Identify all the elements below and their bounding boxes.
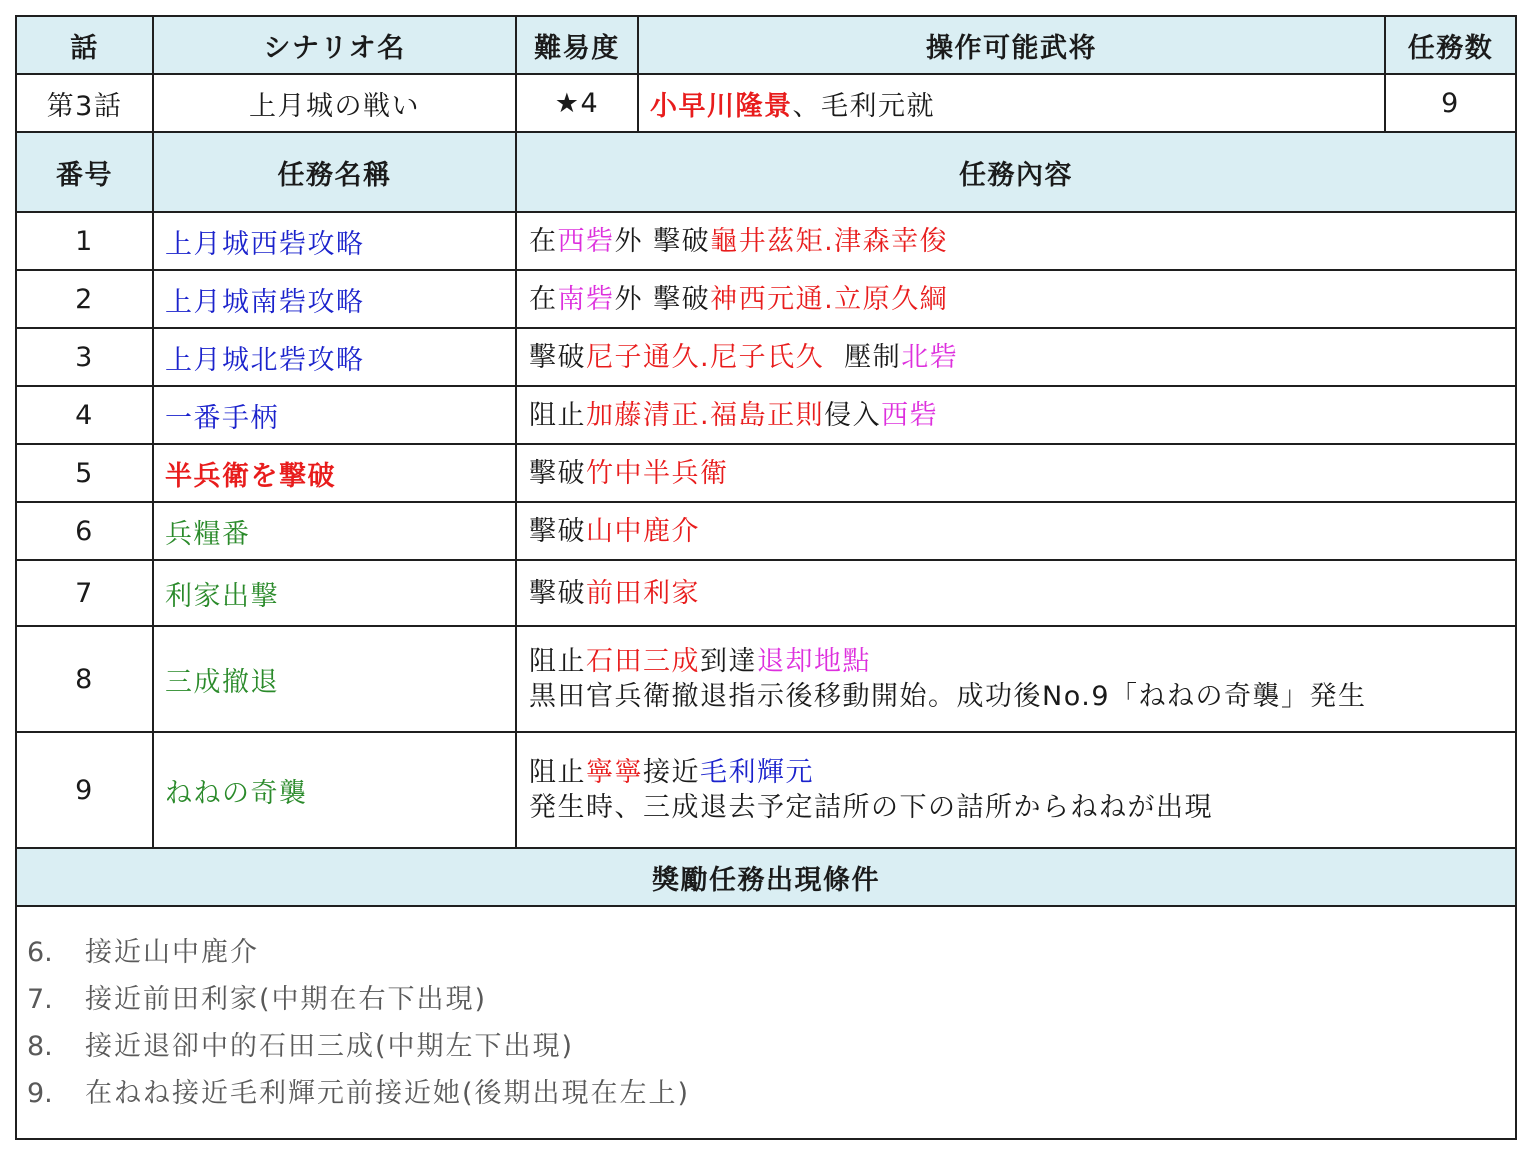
mission-number: 8 [16, 626, 153, 732]
mission-row [16, 626, 1516, 732]
reward-header-row [16, 848, 1516, 906]
mission-content [516, 212, 1516, 270]
content-line [529, 755, 1515, 790]
reward-item [27, 929, 1515, 976]
scenario-header-row [16, 16, 1516, 74]
mission-name-header: 任務名稱 [153, 132, 516, 212]
mission-number: 6 [16, 502, 153, 560]
reward-item-number: 6. [27, 937, 53, 968]
content-segment: 加藤清正.福島正則 [586, 399, 825, 431]
content-line [529, 340, 1515, 375]
content-segment: 北砦 [901, 341, 959, 373]
content-segment: 壓制 [824, 341, 902, 373]
reward-item [27, 976, 1515, 1023]
general-name: 、毛利元就 [792, 90, 935, 122]
content-segment: 接近 [643, 757, 700, 788]
content-segment: 竹中半兵衛 [586, 457, 729, 489]
difficulty-rating: ★4 [516, 74, 638, 132]
missions-list [16, 212, 1516, 848]
mission-row [16, 444, 1516, 502]
mission-number: 3 [16, 328, 153, 386]
reward-item-text: 接近前田利家(中期在右下出現) [85, 984, 488, 1015]
content-segment: 寧寧 [586, 757, 643, 788]
general-name: 小早川隆景 [650, 90, 793, 122]
scenario-table [15, 15, 1517, 1140]
scenario-section [16, 16, 1516, 212]
mission-content [516, 626, 1516, 732]
content-segment: 西砦 [881, 399, 939, 431]
mission-row [16, 386, 1516, 444]
content-segment: 擊破 [529, 577, 586, 609]
mission-row [16, 502, 1516, 560]
reward-section [16, 848, 1516, 1139]
mission-name: 半兵衛を撃破 [153, 444, 516, 502]
reward-item-number: 7. [27, 984, 53, 1015]
reward-item [27, 1070, 1515, 1117]
content-segment: 毛利輝元 [700, 757, 814, 788]
playable-generals [638, 74, 1385, 132]
mission-name: 上月城南砦攻略 [153, 270, 516, 328]
mission-row [16, 732, 1516, 848]
mission-number: 5 [16, 444, 153, 502]
content-line [529, 576, 1515, 611]
content-segment: 発生時、三成退去予定詰所の下の詰所からねねが出現 [529, 792, 1213, 823]
mission-name: 利家出撃 [153, 560, 516, 626]
content-segment: 尼子通久.尼子氏久 [586, 341, 825, 373]
mission-row [16, 212, 1516, 270]
content-segment: 前田利家 [586, 577, 700, 609]
content-segment: 阻止 [529, 399, 586, 431]
mission-number: 4 [16, 386, 153, 444]
mission-content [516, 386, 1516, 444]
mission-name: 上月城北砦攻略 [153, 328, 516, 386]
content-segment: 南砦 [557, 283, 615, 315]
mission-content-header: 任務內容 [516, 132, 1516, 212]
content-line [529, 398, 1515, 433]
mission-row [16, 560, 1516, 626]
scenario-row [16, 74, 1516, 132]
reward-item [27, 1023, 1515, 1070]
content-line [529, 282, 1515, 317]
mission-number: 7 [16, 560, 153, 626]
mission-content [516, 270, 1516, 328]
episode-header: 話 [16, 16, 153, 74]
content-line [529, 644, 1515, 679]
playable-generals-header: 操作可能武将 [638, 16, 1385, 74]
mission-number: 9 [16, 732, 153, 848]
mission-content [516, 560, 1516, 626]
content-segment: 在 [529, 283, 558, 315]
content-segment: 侵入 [824, 399, 882, 431]
content-segment: 山中鹿介 [586, 515, 700, 547]
episode-number: 第3話 [16, 74, 153, 132]
mission-count-header: 任務数 [1385, 16, 1516, 74]
content-line [529, 790, 1515, 825]
mission-number: 1 [16, 212, 153, 270]
mission-name: 兵糧番 [153, 502, 516, 560]
content-segment: 石田三成 [586, 646, 700, 677]
mission-name: 上月城西砦攻略 [153, 212, 516, 270]
content-segment: 龜井茲矩.津森幸俊 [710, 225, 949, 257]
content-segment: 在 [529, 225, 558, 257]
reward-item-text: 接近退卻中的石田三成(中期左下出現) [85, 1031, 575, 1062]
content-segment: 黒田官兵衛撤退指示後移動開始。成功後No.9「ねねの奇襲」発生 [529, 681, 1367, 712]
content-segment: 外 擊破 [614, 225, 711, 257]
mission-content [516, 732, 1516, 848]
mission-name: 三成撤退 [153, 626, 516, 732]
content-line [529, 679, 1515, 714]
content-segment: 退却地點 [757, 646, 871, 677]
content-segment: 西砦 [557, 225, 615, 257]
content-segment: 到達 [700, 646, 757, 677]
content-line [529, 514, 1515, 549]
content-line [529, 456, 1515, 491]
difficulty-header: 難易度 [516, 16, 638, 74]
mission-row [16, 328, 1516, 386]
mission-content [516, 444, 1516, 502]
reward-item-number: 9. [27, 1078, 53, 1109]
reward-item-text: 接近山中鹿介 [85, 937, 259, 968]
mission-name: ねねの奇襲 [153, 732, 516, 848]
content-segment: 阻止 [529, 646, 586, 677]
scenario-name-header: シナリオ名 [153, 16, 516, 74]
scenario-name: 上月城の戦い [153, 74, 516, 132]
reward-body-row [16, 906, 1516, 1139]
mission-row [16, 270, 1516, 328]
reward-conditions [16, 906, 1516, 1139]
mission-content [516, 502, 1516, 560]
mission-count: 9 [1385, 74, 1516, 132]
mission-number-header: 番号 [16, 132, 153, 212]
reward-title: 獎勵任務出現條件 [16, 848, 1516, 906]
content-segment: 擊破 [529, 341, 586, 373]
content-segment: 神西元通.立原久綱 [710, 283, 949, 315]
content-segment: 阻止 [529, 757, 586, 788]
mission-name: 一番手柄 [153, 386, 516, 444]
mission-content [516, 328, 1516, 386]
mission-number: 2 [16, 270, 153, 328]
content-line [529, 224, 1515, 259]
content-segment: 外 擊破 [614, 283, 711, 315]
content-segment: 擊破 [529, 457, 586, 489]
mission-header-row [16, 132, 1516, 212]
content-segment: 擊破 [529, 515, 586, 547]
reward-item-number: 8. [27, 1031, 53, 1062]
reward-item-text: 在ねね接近毛利輝元前接近她(後期出現在左上) [85, 1078, 691, 1109]
